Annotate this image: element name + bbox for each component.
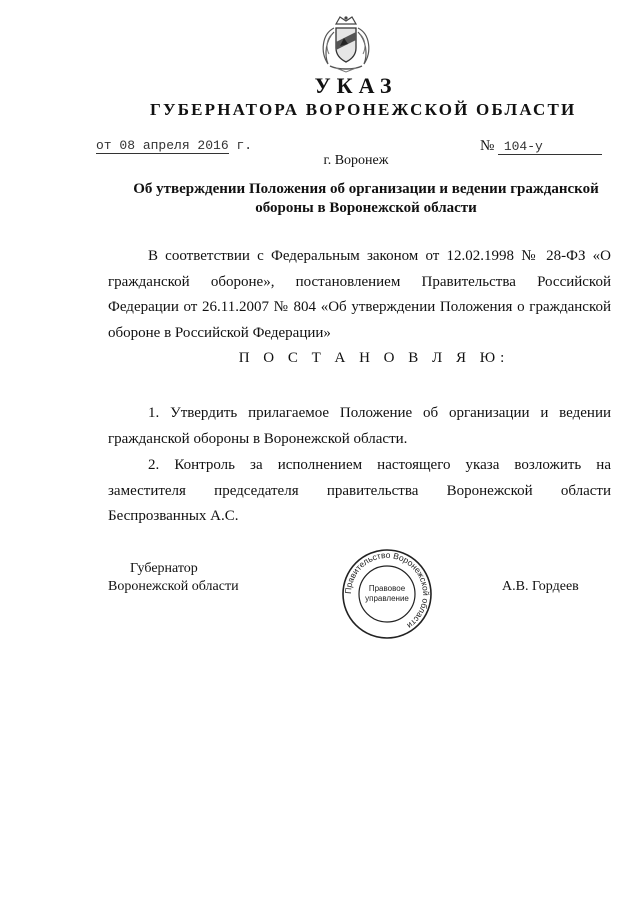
document-subtitle: ГУБЕРНАТОРА ВОРОНЕЖСКОЙ ОБЛАСТИ bbox=[150, 100, 577, 119]
date-value: 08 апреля 2016 bbox=[119, 138, 229, 153]
position-line-1: Губернатор bbox=[130, 561, 198, 576]
number-sign: № bbox=[480, 138, 495, 154]
coat-of-arms-icon bbox=[314, 14, 378, 76]
number-value: 104-у bbox=[498, 139, 602, 155]
signatory-position bbox=[108, 560, 239, 596]
decree-item-1: 1. Утвердить прилагаемое Положение об организации и ведении гражданской обороны в Воронежской области. bbox=[108, 405, 611, 447]
stamp-center-line-2: управление bbox=[365, 594, 409, 603]
stamp-ring-text: Правительство Воронежской области bbox=[342, 549, 432, 631]
position-line-2: Воронежской области bbox=[108, 579, 239, 594]
document-date bbox=[96, 138, 252, 153]
decree-word: П О С Т А Н О В Л Я Ю: bbox=[238, 350, 510, 366]
decree-item-2: 2. Контроль за исполнением настоящего указа возложить на заместителя председателя правительства Воронежской области Беспрозванных А.С. bbox=[108, 457, 611, 524]
official-stamp bbox=[341, 548, 433, 640]
document-heading: Об утверждении Положения об организации и ведении гражданской обороны в Воронежской области bbox=[133, 181, 599, 216]
date-prefix: от bbox=[96, 138, 112, 153]
city-label: г. Воронеж bbox=[323, 153, 389, 168]
signatory-name: А.В. Гордеев bbox=[502, 579, 579, 594]
document-title: УКАЗ bbox=[314, 73, 398, 98]
date-suffix: г. bbox=[236, 138, 253, 153]
stamp-center-line-1: Правовое bbox=[368, 584, 406, 593]
preamble-paragraph: В соответствии с Федеральным законом от 12.02.1998 № 28-ФЗ «О гражданской обороне», постановлением Правительства Российской Федерации от 26.11.2007 № 804 «Об утверждении Положения о гражданской обороне в Российской Федерации» bbox=[108, 248, 611, 341]
